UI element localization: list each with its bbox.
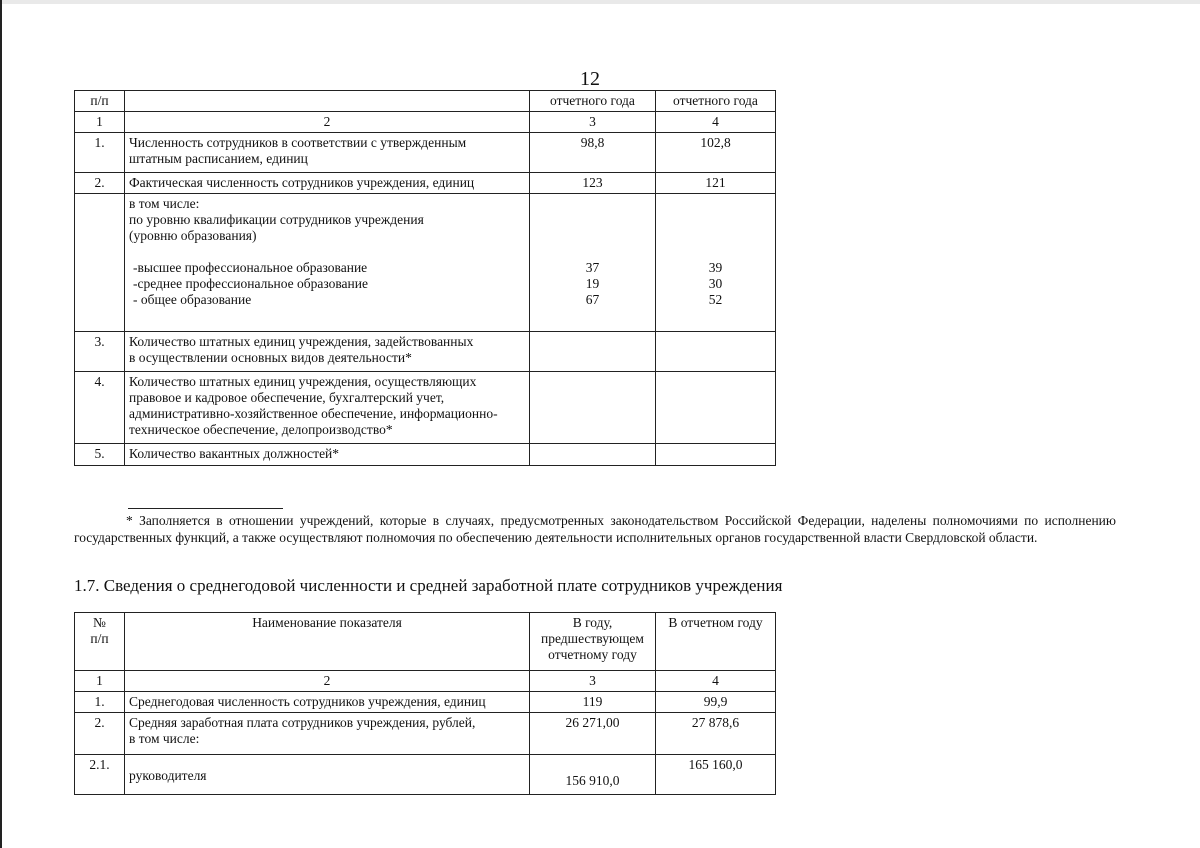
breakdown-intro-line: в том числе: [129,196,200,211]
column-index-row [75,671,776,692]
row-number: 5. [75,444,125,466]
row-curr-value [656,444,776,466]
index-cell-3: 3 [530,671,656,692]
header-prev-line: В году, [572,615,613,630]
index-cell-3: 3 [530,112,656,133]
row-prev-value [530,332,656,372]
index-cell-4: 4 [656,112,776,133]
row-curr-value [656,372,776,444]
row-label-line: административно-хозяйственное обеспечение, информационно- [129,406,498,421]
breakdown-prev-value: 19 [585,276,600,291]
row-label: Количество вакантных должностей* [125,444,530,466]
footnote-divider [128,508,283,509]
table-row [75,372,776,444]
header-name-cell: Наименование показателя [125,613,530,671]
table-row [75,173,776,194]
row-curr-value: 102,8 [656,133,776,173]
row-curr-value: 27 878,6 [656,713,776,755]
row-prev-value [530,755,656,795]
row-number: 1. [75,692,125,713]
header-num-line: п/п [90,631,109,646]
breakdown-curr-values [656,194,776,332]
row-prev-value: 119 [530,692,656,713]
row-label: Среднегодовая численность сотрудников учреждения, единиц [125,692,530,713]
breakdown-prev-value: 37 [585,260,600,275]
row-number: 3. [75,332,125,372]
breakdown-prev-values [530,194,656,332]
table-header-row [75,91,776,112]
row-label [125,755,530,795]
table-row [75,755,776,795]
row-label [125,713,530,755]
table-row [75,713,776,755]
breakdown-curr-value: 39 [708,260,723,275]
header-curr-year-cell: В отчетном году [656,613,776,671]
row-label [125,372,530,444]
table-row [75,133,776,173]
table-row [75,444,776,466]
scan-left-edge [0,0,2,848]
row-label [125,332,530,372]
row-prev-value: 26 271,00 [530,713,656,755]
breakdown-item-label: -среднее профессиональное образование [133,276,368,291]
table-row [75,332,776,372]
row-label-line: в том числе: [129,731,200,746]
row-number [75,194,125,332]
row-label-line: в осуществлении основных видов деятельности* [129,350,412,365]
row-number: 2. [75,173,125,194]
row-prev-value [530,372,656,444]
row-number: 4. [75,372,125,444]
row-label-line: техническое обеспечение, делопроизводство* [129,422,393,437]
page-number: 12 [580,68,600,90]
index-cell-1: 1 [75,112,125,133]
header-prev-year-cell [530,613,656,671]
breakdown-item-label: -высшее профессиональное образование [133,260,368,275]
row-prev-text: 156 910,0 [565,773,620,788]
row-curr-value: 165 160,0 [656,755,776,795]
header-num-cell [75,613,125,671]
breakdown-item-label: - общее образование [133,292,252,307]
row-label: Фактическая численность сотрудников учреждения, единиц [125,173,530,194]
row-number: 1. [75,133,125,173]
header-num-cell: п/п [75,91,125,112]
row-label-line: правовое и кадровое обеспечение, бухгалтерский учет, [129,390,445,405]
row-curr-value: 99,9 [656,692,776,713]
row-label-line: штатным расписанием, единиц [129,151,308,166]
column-index-row [75,112,776,133]
footnote: * Заполняется в отношении учреждений, которые в случаях, предусмотренных законодательством Российской Федерации, наделены полномочиями по исполнению государственных функций, а также осуществляют полномочия по обеспечению деятельности исполнительных органов государственной власти Свердловской области. [74,513,1116,545]
breakdown-curr-value: 52 [708,292,723,307]
staff-table [74,90,776,466]
row-label [125,133,530,173]
row-prev-value [530,444,656,466]
table-row [75,692,776,713]
row-label-text: руководителя [129,768,207,783]
row-label-line: Средняя заработная плата сотрудников учреждения, рублей, [129,715,476,730]
index-cell-2: 2 [125,671,530,692]
row-prev-value: 123 [530,173,656,194]
header-label-cell [125,91,530,112]
header-curr-year-cell: отчетного года [656,91,776,112]
row-label-line: Численность сотрудников в соответствии с утвержденным [129,135,467,150]
scan-top-shade [0,0,1200,4]
row-number: 2. [75,713,125,755]
breakdown-curr-value: 30 [708,276,723,291]
row-label-line: Количество штатных единиц учреждения, задействованных [129,334,474,349]
index-cell-1: 1 [75,671,125,692]
row-curr-value: 121 [656,173,776,194]
section-heading: 1.7. Сведения о среднегодовой численности и средней заработной плате сотрудников учреждения [74,576,783,595]
header-prev-line: отчетному году [548,647,637,662]
header-prev-line: предшествующем [541,631,644,646]
breakdown-labels [125,194,530,332]
salary-table [74,612,776,795]
index-cell-4: 4 [656,671,776,692]
header-prev-year-cell: отчетного года [530,91,656,112]
row-prev-value: 98,8 [530,133,656,173]
header-num-line: № [93,615,106,630]
table-header-row [75,613,776,671]
table-row-breakdown [75,194,776,332]
row-number: 2.1. [75,755,125,795]
breakdown-intro-line: (уровню образования) [129,228,257,243]
breakdown-prev-value: 67 [585,292,600,307]
row-curr-value [656,332,776,372]
breakdown-intro-line: по уровню квалификации сотрудников учреждения [129,212,424,227]
row-label-line: Количество штатных единиц учреждения, осуществляющих [129,374,477,389]
index-cell-2: 2 [125,112,530,133]
